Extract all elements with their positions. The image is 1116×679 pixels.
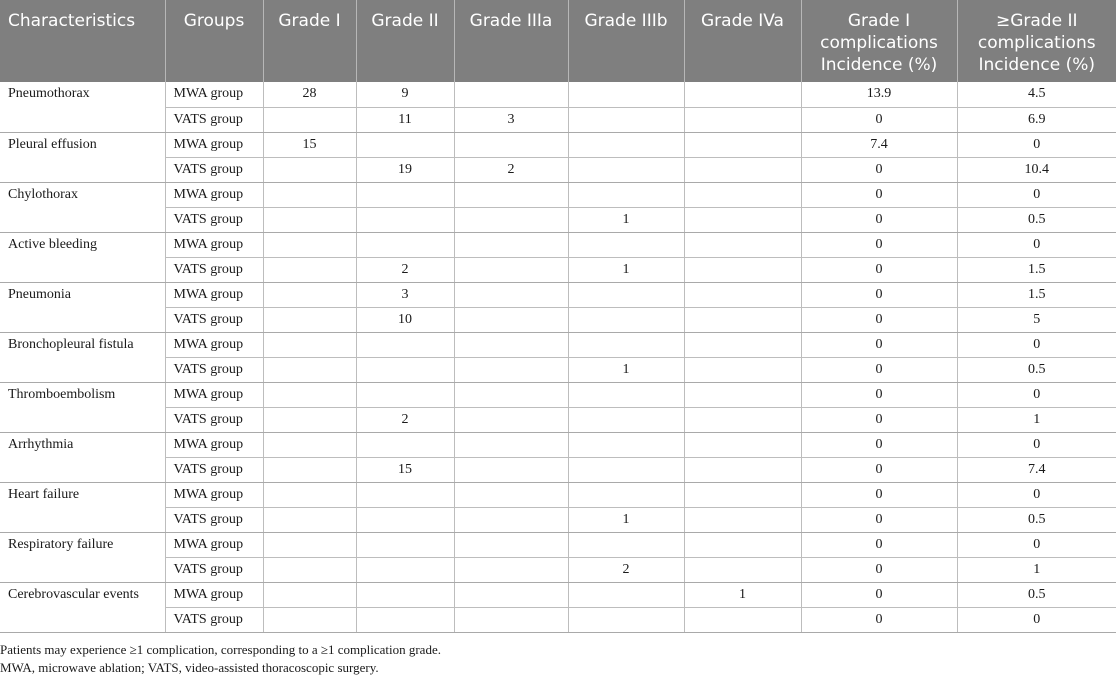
value-cell: 0 [801, 307, 957, 332]
value-cell: 0 [801, 407, 957, 432]
value-cell: 0 [801, 257, 957, 282]
value-cell [454, 557, 568, 582]
value-cell: 0 [801, 207, 957, 232]
value-cell [568, 407, 684, 432]
value-cell: 0 [801, 107, 957, 132]
value-cell [568, 232, 684, 257]
value-cell [356, 532, 454, 557]
value-cell [356, 382, 454, 407]
header-characteristics: Characteristics [0, 0, 165, 82]
value-cell: 15 [263, 132, 356, 157]
value-cell [454, 307, 568, 332]
group-cell: MWA group [165, 482, 263, 507]
header-row [0, 0, 1116, 82]
value-cell: 10.4 [957, 157, 1116, 182]
value-cell: 0 [957, 182, 1116, 207]
value-cell [263, 107, 356, 132]
header-grade-ii-plus-incidence: ≥Grade II complications Incidence (%) [957, 0, 1116, 82]
value-cell [356, 432, 454, 457]
group-cell: VATS group [165, 107, 263, 132]
characteristic-cell: Chylothorax [0, 182, 165, 232]
table-row [0, 107, 1116, 132]
value-cell [263, 207, 356, 232]
table-row [0, 232, 1116, 257]
value-cell: 1.5 [957, 257, 1116, 282]
value-cell [568, 157, 684, 182]
table-row [0, 557, 1116, 582]
characteristic-cell: Arrhythmia [0, 432, 165, 482]
value-cell [454, 407, 568, 432]
group-cell: MWA group [165, 132, 263, 157]
group-cell: MWA group [165, 82, 263, 107]
group-cell: VATS group [165, 157, 263, 182]
value-cell: 0 [957, 532, 1116, 557]
value-cell [454, 532, 568, 557]
value-cell: 0.5 [957, 582, 1116, 607]
value-cell [454, 132, 568, 157]
characteristic-cell: Heart failure [0, 482, 165, 532]
footnote-abbreviations: MWA, microwave ablation; VATS, video-assisted thoracoscopic surgery. [0, 660, 379, 675]
value-cell [454, 432, 568, 457]
table-row [0, 432, 1116, 457]
table-row [0, 382, 1116, 407]
value-cell [684, 82, 801, 107]
value-cell: 0 [801, 332, 957, 357]
value-cell [684, 107, 801, 132]
value-cell: 1.5 [957, 282, 1116, 307]
table-body [0, 82, 1116, 632]
characteristic-cell: Pneumothorax [0, 82, 165, 132]
table-row [0, 482, 1116, 507]
value-cell [684, 507, 801, 532]
value-cell [356, 607, 454, 632]
value-cell: 5 [957, 307, 1116, 332]
characteristic-cell: Cerebrovascular events [0, 582, 165, 632]
value-cell [263, 157, 356, 182]
value-cell [568, 607, 684, 632]
value-cell [356, 482, 454, 507]
value-cell [356, 507, 454, 532]
value-cell [263, 332, 356, 357]
group-cell: MWA group [165, 282, 263, 307]
value-cell: 4.5 [957, 82, 1116, 107]
value-cell [356, 557, 454, 582]
value-cell [263, 582, 356, 607]
value-cell: 0 [801, 282, 957, 307]
value-cell: 0 [801, 507, 957, 532]
value-cell [263, 457, 356, 482]
value-cell [263, 432, 356, 457]
value-cell: 11 [356, 107, 454, 132]
group-cell: VATS group [165, 257, 263, 282]
value-cell [684, 132, 801, 157]
header-grade-ii: Grade II [356, 0, 454, 82]
value-cell [684, 182, 801, 207]
table-row [0, 207, 1116, 232]
value-cell: 1 [568, 207, 684, 232]
value-cell [454, 382, 568, 407]
table-row [0, 607, 1116, 632]
value-cell [568, 132, 684, 157]
value-cell [263, 557, 356, 582]
value-cell: 0.5 [957, 507, 1116, 532]
value-cell [568, 82, 684, 107]
value-cell: 9 [356, 82, 454, 107]
group-cell: VATS group [165, 307, 263, 332]
value-cell [356, 182, 454, 207]
value-cell: 0 [801, 482, 957, 507]
value-cell: 0 [801, 457, 957, 482]
value-cell [684, 482, 801, 507]
header-grade-i: Grade I [263, 0, 356, 82]
value-cell: 10 [356, 307, 454, 332]
value-cell [684, 332, 801, 357]
value-cell [263, 532, 356, 557]
characteristic-cell: Thromboembolism [0, 382, 165, 432]
table-row [0, 582, 1116, 607]
characteristic-cell: Active bleeding [0, 232, 165, 282]
value-cell [263, 507, 356, 532]
value-cell [263, 257, 356, 282]
value-cell: 1 [957, 557, 1116, 582]
value-cell: 7.4 [957, 457, 1116, 482]
value-cell [263, 407, 356, 432]
value-cell [263, 482, 356, 507]
value-cell: 0.5 [957, 357, 1116, 382]
value-cell: 0 [801, 557, 957, 582]
group-cell: MWA group [165, 182, 263, 207]
header-grade-iiib: Grade IIIb [568, 0, 684, 82]
table-row [0, 132, 1116, 157]
value-cell [684, 207, 801, 232]
group-cell: MWA group [165, 332, 263, 357]
value-cell [263, 307, 356, 332]
value-cell [454, 207, 568, 232]
table-row [0, 157, 1116, 182]
value-cell [356, 582, 454, 607]
value-cell [568, 282, 684, 307]
value-cell [568, 307, 684, 332]
value-cell: 0 [957, 432, 1116, 457]
table-row [0, 82, 1116, 107]
group-cell: VATS group [165, 357, 263, 382]
value-cell [568, 532, 684, 557]
group-cell: VATS group [165, 407, 263, 432]
value-cell [263, 382, 356, 407]
header-grade-iiia: Grade IIIa [454, 0, 568, 82]
table-row [0, 357, 1116, 382]
value-cell: 7.4 [801, 132, 957, 157]
value-cell: 0 [801, 382, 957, 407]
table-row [0, 307, 1116, 332]
value-cell: 28 [263, 82, 356, 107]
value-cell [454, 507, 568, 532]
table-row [0, 507, 1116, 532]
value-cell [454, 282, 568, 307]
value-cell: 0 [801, 607, 957, 632]
value-cell: 1 [568, 357, 684, 382]
value-cell [684, 282, 801, 307]
value-cell: 2 [568, 557, 684, 582]
value-cell [454, 232, 568, 257]
footnote-grade-note: Patients may experience ≥1 complication, corresponding to a ≥1 complication grade. [0, 642, 441, 657]
value-cell: 1 [684, 582, 801, 607]
value-cell [684, 432, 801, 457]
value-cell [454, 482, 568, 507]
value-cell: 19 [356, 157, 454, 182]
value-cell [684, 382, 801, 407]
value-cell: 0 [801, 157, 957, 182]
value-cell [454, 607, 568, 632]
value-cell [454, 332, 568, 357]
value-cell [356, 357, 454, 382]
value-cell: 0 [957, 482, 1116, 507]
group-cell: VATS group [165, 207, 263, 232]
table-row [0, 257, 1116, 282]
value-cell: 15 [356, 457, 454, 482]
value-cell: 0 [957, 132, 1116, 157]
value-cell: 1 [568, 257, 684, 282]
characteristic-cell: Respiratory failure [0, 532, 165, 582]
value-cell [263, 607, 356, 632]
group-cell: MWA group [165, 232, 263, 257]
value-cell [263, 232, 356, 257]
value-cell: 0 [801, 232, 957, 257]
group-cell: MWA group [165, 432, 263, 457]
value-cell [568, 582, 684, 607]
characteristic-cell: Bronchopleural fistula [0, 332, 165, 382]
value-cell: 1 [568, 507, 684, 532]
value-cell: 0 [801, 182, 957, 207]
value-cell [454, 82, 568, 107]
value-cell: 3 [356, 282, 454, 307]
value-cell [684, 407, 801, 432]
value-cell [454, 182, 568, 207]
header-grade-i-incidence: Grade I complications Incidence (%) [801, 0, 957, 82]
group-cell: VATS group [165, 507, 263, 532]
group-cell: VATS group [165, 557, 263, 582]
value-cell [568, 432, 684, 457]
value-cell [684, 532, 801, 557]
value-cell: 2 [356, 407, 454, 432]
value-cell: 6.9 [957, 107, 1116, 132]
value-cell [684, 157, 801, 182]
table-row [0, 282, 1116, 307]
value-cell [454, 257, 568, 282]
value-cell [684, 607, 801, 632]
value-cell [568, 382, 684, 407]
value-cell [454, 582, 568, 607]
value-cell [356, 207, 454, 232]
value-cell: 0 [801, 532, 957, 557]
value-cell [684, 257, 801, 282]
header-groups: Groups [165, 0, 263, 82]
group-cell: MWA group [165, 382, 263, 407]
value-cell [356, 332, 454, 357]
group-cell: VATS group [165, 607, 263, 632]
characteristic-cell: Pleural effusion [0, 132, 165, 182]
characteristic-cell: Pneumonia [0, 282, 165, 332]
value-cell [263, 182, 356, 207]
value-cell: 0 [957, 232, 1116, 257]
header-grade-iva: Grade IVa [684, 0, 801, 82]
value-cell [568, 332, 684, 357]
group-cell: MWA group [165, 582, 263, 607]
value-cell [684, 357, 801, 382]
table-row [0, 182, 1116, 207]
value-cell: 3 [454, 107, 568, 132]
value-cell [684, 557, 801, 582]
table-row [0, 407, 1116, 432]
value-cell: 0 [957, 332, 1116, 357]
value-cell: 0.5 [957, 207, 1116, 232]
value-cell [684, 232, 801, 257]
value-cell: 0 [801, 582, 957, 607]
value-cell [454, 357, 568, 382]
value-cell [568, 182, 684, 207]
value-cell [263, 282, 356, 307]
group-cell: MWA group [165, 532, 263, 557]
value-cell: 0 [801, 357, 957, 382]
value-cell [454, 457, 568, 482]
value-cell: 13.9 [801, 82, 957, 107]
value-cell [684, 457, 801, 482]
group-cell: VATS group [165, 457, 263, 482]
value-cell: 0 [957, 607, 1116, 632]
value-cell [568, 457, 684, 482]
value-cell: 2 [454, 157, 568, 182]
table-row [0, 457, 1116, 482]
table-row [0, 532, 1116, 557]
table-footnotes [0, 641, 441, 677]
value-cell [356, 132, 454, 157]
value-cell [568, 107, 684, 132]
value-cell [263, 357, 356, 382]
table-row [0, 332, 1116, 357]
value-cell: 2 [356, 257, 454, 282]
value-cell: 0 [957, 382, 1116, 407]
value-cell: 1 [957, 407, 1116, 432]
value-cell [356, 232, 454, 257]
value-cell [568, 482, 684, 507]
value-cell [684, 307, 801, 332]
value-cell: 0 [801, 432, 957, 457]
